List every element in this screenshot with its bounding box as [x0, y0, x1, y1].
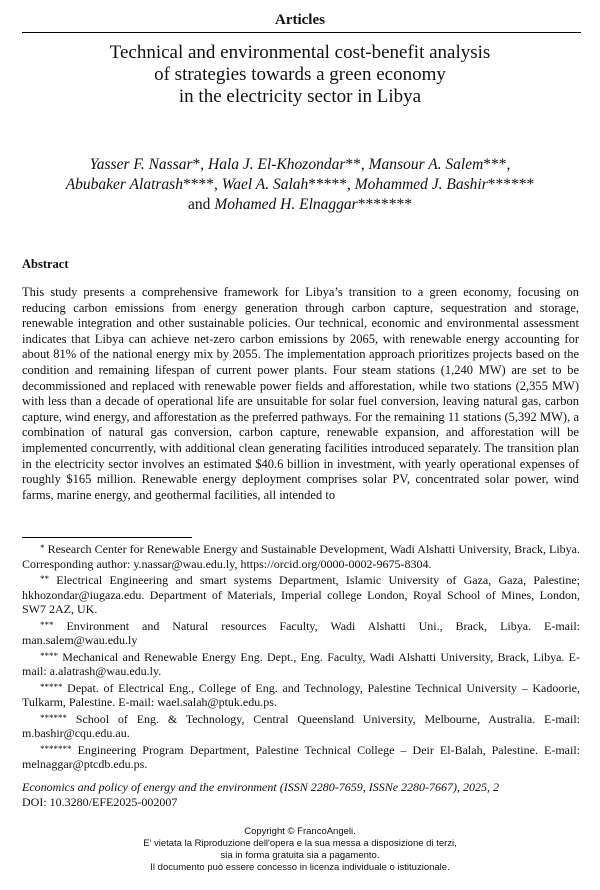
copyright-line: sia in forma gratuita sia a pagamento.	[220, 850, 380, 861]
abstract-text: This study presents a comprehensive framework for Libya’s transition to a green economy, focusing on reducing carbon emissions from energy generation through carbon capture, sequestration and storage, renewable integration and other sustainable policies. Our technical, economic and environmental assessment indicates that Libya can achieve net-zero carbon emissions by 2065, with renewable energy accounting for about 81% of the national energy mix by 2055. The implementation approach prioritizes projects based on the condition and remaining lifespan of current power plants. Four steam stations (1,240 MW) are set to be decommissioned and replaced with renewable power fields and afforestation, while two stations (2,355 MW) with less than a decade of operational life are unsuitable for solar fuel conversion, leaving natural gas, carbon capture, wind energy, and afforestation as the preferred pathways. For the remaining 11 stations (5,392 MW), a combination of natural gas conversion, carbon capture, renewable expansion, and afforestation will be implemented concurrently, with additional clean generating facilities introduced separately. The transition plan in the electricity sector involves an estimated $40.6 billion in investment, with yearly operational expenses of roughly $165 million. Renewable energy deployment comprises solar PV, concentrated solar power, wind farms, marine energy, and geothermal facilities, all intended to	[22, 285, 579, 502]
author-name: Mohamed H. Elnaggar	[214, 196, 358, 213]
footnote	[22, 572, 580, 617]
author-list: Yasser F. Nassar*, Hala J. El-Khozondar**, Mansour A. Salem***, Abubaker Alatrash****, Wael A. Salah*****, Mohammed J. Bashir****** and Mohamed H. Elnaggar*******	[65, 156, 535, 213]
footnote-mark: *	[40, 543, 45, 553]
footnote-mark: ***	[40, 619, 54, 630]
section-label: Articles	[275, 12, 325, 28]
footnote-mark: ****	[40, 650, 58, 661]
author-name: Abubaker Alatrash	[65, 176, 183, 193]
footnote	[22, 680, 580, 710]
footnote-rule	[22, 537, 192, 538]
title-line: in the electricity sector in Libya	[178, 86, 422, 107]
author-name: Wael A. Salah	[221, 176, 309, 193]
journal-info	[22, 780, 582, 809]
footnote-text: School of Eng. & Technology, Central Queensland University, Melbourne, Australia. E-mail: m.bashir@cqu.edu.au.	[22, 711, 580, 740]
footnote-text: Electrical Engineering and smart systems Department, Islamic University of Gaza, Gaza, Palestine; hkhozondar@iugaza.edu. Department of Materials, Imperial college London, Royal School of Mines, London, SW7 2AZ, UK.	[22, 573, 581, 616]
footnote-text: Research Center for Renewable Energy and Sustainable Development, Wadi Alshatti University, Brack, Libya. Corresponding author: y.nassar@wau.edu.ly, https://orcid.org/0000-0002-9675-8304.	[22, 542, 581, 571]
author-mark: ****	[182, 176, 214, 193]
footnote	[22, 742, 580, 772]
copyright-notice	[0, 826, 600, 874]
article-title	[40, 42, 560, 108]
footnote	[22, 649, 580, 679]
author-name: Hala J. El-Khozondar	[208, 156, 346, 173]
author-mark: *******	[357, 196, 412, 213]
author-conjunction: and	[188, 196, 211, 213]
footnote-mark: **	[40, 574, 49, 584]
doi: DOI: 10.3280/EFE2025-002007	[22, 794, 178, 809]
footnote-text: Depat. of Electrical Eng., College of Eng. and Technology, Palestine Technical University – Kadoorie, Tulkarm, Palestine. E-mail: wael.salah@ptuk.edu.ps.	[22, 680, 581, 709]
author-name: Yasser F. Nassar	[89, 156, 193, 173]
abstract-heading: Abstract	[22, 257, 69, 271]
footnote	[22, 711, 580, 741]
footnotes	[22, 541, 580, 773]
copyright-line: E' vietata la Riproduzione dell'opera e la sua messa a disposizione di terzi,	[143, 838, 457, 849]
footnote-text: Environment and Natural resources Faculty, Wadi Alshatti Uni., Brack, Libya. E-mail: man.salem@wau.edu.ly	[22, 618, 581, 647]
author-mark: ******	[487, 176, 535, 193]
footnote-mark: ******	[40, 712, 67, 723]
author-mark: *****	[308, 176, 347, 193]
copyright-line: Copyright © FrancoAngeli.	[244, 826, 356, 837]
header-rule	[22, 32, 581, 33]
author-mark: **	[345, 156, 361, 173]
copyright-line: Il documento può essere concesso in licenza individuale o istituzionale.	[150, 862, 450, 873]
title-line: Technical and environmental cost-benefit analysis	[109, 42, 491, 63]
journal-reference: Economics and policy of energy and the environment (ISSN 2280-7659, ISSNe 2280-7667), 2025, 2	[22, 780, 500, 794]
footnote	[22, 541, 580, 571]
author-name: Mansour A. Salem	[368, 156, 484, 173]
author-name: Mohammed J. Bashir	[354, 176, 488, 193]
title-line: of strategies towards a green economy	[154, 64, 446, 85]
footnote	[22, 618, 580, 648]
footnote-mark: *******	[40, 743, 72, 754]
footnote-text: Engineering Program Department, Palestine Technical College – Deir El-Balah, Palestine. E-mail: melnaggar@ptcdb.edu.ps.	[22, 742, 581, 771]
author-mark: ***	[483, 156, 507, 173]
footnote-mark: *****	[40, 681, 63, 692]
author-mark: *	[192, 156, 201, 173]
footnote-text: Mechanical and Renewable Energy Eng. Dept., Eng. Faculty, Wadi Alshatti University, Brack, Libya. E-mail: a.alatrash@wau.edu.ly.	[22, 649, 581, 678]
